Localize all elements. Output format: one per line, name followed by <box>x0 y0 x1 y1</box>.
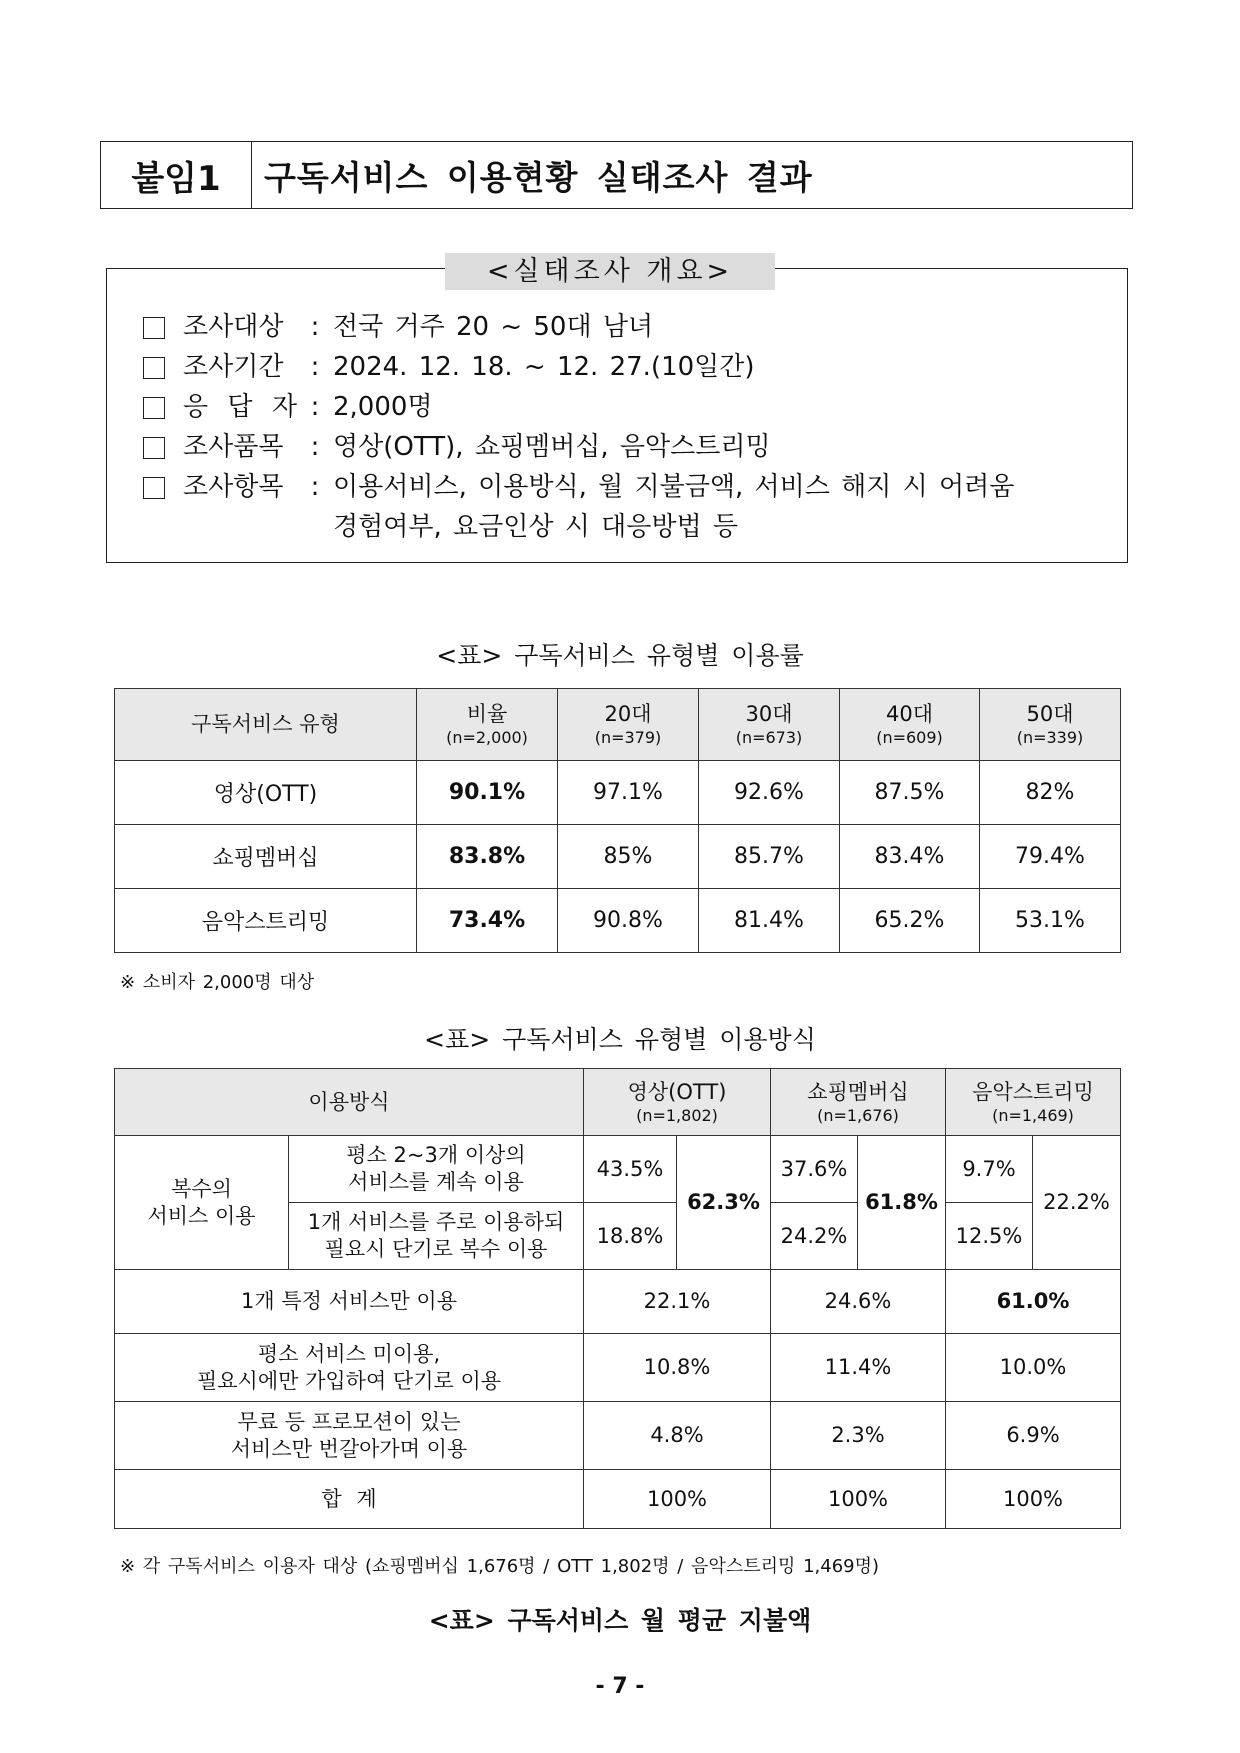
overview-row: 조사항목 : 이용서비스, 이용방식, 월 지불금액, 서비스 해지 시 어려움 <box>139 467 1117 507</box>
table2-caption: <표> 구독서비스 유형별 이용방식 <box>424 1025 816 1054</box>
header-cell: 40대 (n=609) <box>840 689 980 761</box>
value-cell: 10.8% <box>584 1334 771 1402</box>
header-cell: 음악스트리밍 (n=1,469) <box>946 1069 1121 1136</box>
table3-caption: <표> 구독서비스 월 평균 지불액 <box>428 1606 812 1635</box>
table-row <box>115 1402 1121 1470</box>
service-type-cell: 쇼핑멤버십 <box>115 825 417 889</box>
age-rate-cell: 85% <box>558 825 699 889</box>
subtotal-cell: 62.3% <box>677 1136 771 1270</box>
table-row <box>115 889 1121 953</box>
overview-label: 조사기간 <box>183 352 284 382</box>
subtotal-cell: 22.2% <box>1033 1136 1121 1270</box>
overview-label: 조사품목 <box>183 432 284 462</box>
method-label-cell: 평소 2~3개 이상의 서비스를 계속 이용 <box>289 1136 584 1203</box>
overview-value: 영상(OTT), 쇼핑멤버십, 음악스트리밍 <box>333 432 771 462</box>
overview-value: 2,000명 <box>333 392 433 422</box>
table-row <box>115 1270 1121 1334</box>
table-row <box>115 825 1121 889</box>
value-cell: 11.4% <box>771 1334 946 1402</box>
value-cell: 4.8% <box>584 1402 771 1470</box>
method-label-cell: 1개 서비스를 주로 이용하되 필요시 단기로 복수 이용 <box>289 1203 584 1270</box>
overview-row: 응 답 자 : 2,000명 <box>139 387 1117 427</box>
age-rate-cell: 53.1% <box>980 889 1121 953</box>
checkbox-icon <box>143 437 165 459</box>
overview-continuation: 경험여부, 요금인상 시 대응방법 등 <box>333 512 738 542</box>
service-type-cell: 음악스트리밍 <box>115 889 417 953</box>
method-label-cell: 무료 등 프로모션이 있는 서비스만 번갈아가며 이용 <box>115 1402 584 1470</box>
value-cell: 43.5% <box>584 1136 677 1203</box>
table-header-row <box>115 1069 1121 1136</box>
checkbox-icon <box>143 317 165 339</box>
table-total-row <box>115 1470 1121 1529</box>
age-rate-cell: 82% <box>980 761 1121 825</box>
attachment-header <box>100 141 1133 209</box>
overall-rate-cell: 90.1% <box>417 761 558 825</box>
header-cell: 50대 (n=339) <box>980 689 1121 761</box>
header-cell: 쇼핑멤버십 (n=1,676) <box>771 1069 946 1136</box>
table-row <box>115 1334 1121 1402</box>
age-rate-cell: 92.6% <box>699 761 840 825</box>
overview-label: 조사항목 <box>183 472 284 502</box>
header-cell: 비율 (n=2,000) <box>417 689 558 761</box>
age-rate-cell: 97.1% <box>558 761 699 825</box>
overview-label: 조사대상 <box>183 312 284 342</box>
age-rate-cell: 81.4% <box>699 889 840 953</box>
value-cell: 9.7% <box>946 1136 1033 1203</box>
usage-method-table <box>114 1068 1121 1529</box>
age-rate-cell: 87.5% <box>840 761 980 825</box>
age-rate-cell: 83.4% <box>840 825 980 889</box>
header-cell: 구독서비스 유형 <box>115 689 417 761</box>
method-label-cell: 합 계 <box>115 1470 584 1529</box>
overview-title: <실태조사 개요> <box>445 253 775 290</box>
age-rate-cell: 90.8% <box>558 889 699 953</box>
value-cell: 37.6% <box>771 1136 858 1203</box>
value-cell: 18.8% <box>584 1203 677 1270</box>
survey-overview-box <box>106 256 1128 563</box>
table-row <box>115 761 1121 825</box>
table-header-row <box>115 689 1121 761</box>
table1-note: ※ 소비자 2,000명 대상 <box>120 972 315 993</box>
value-cell: 61.0% <box>946 1270 1121 1334</box>
header-cell: 이용방식 <box>115 1069 584 1136</box>
value-cell: 10.0% <box>946 1334 1121 1402</box>
attachment-tag: 붙임1 <box>101 142 252 208</box>
overview-value: 2024. 12. 18. ~ 12. 27.(10일간) <box>333 352 755 382</box>
service-type-cell: 영상(OTT) <box>115 761 417 825</box>
overview-value: 이용서비스, 이용방식, 월 지불금액, 서비스 해지 시 어려움 <box>333 472 1015 502</box>
value-cell: 6.9% <box>946 1402 1121 1470</box>
subtotal-cell: 61.8% <box>858 1136 946 1270</box>
overview-label: 응 답 자 <box>183 392 297 422</box>
document-title: 구독서비스 이용현황 실태조사 결과 <box>264 157 813 197</box>
overall-rate-cell: 83.8% <box>417 825 558 889</box>
table2-note: ※ 각 구독서비스 이용자 대상 (쇼핑멤버십 1,676명 / OTT 1,802명 / 음악스트리밍 1,469명) <box>120 1556 880 1577</box>
overview-row: 조사품목 : 영상(OTT), 쇼핑멤버십, 음악스트리밍 <box>139 427 1117 467</box>
usage-rate-table <box>114 688 1121 953</box>
value-cell: 2.3% <box>771 1402 946 1470</box>
overall-rate-cell: 73.4% <box>417 889 558 953</box>
overview-list <box>139 307 1117 547</box>
header-cell: 30대 (n=673) <box>699 689 840 761</box>
header-cell: 영상(OTT) (n=1,802) <box>584 1069 771 1136</box>
checkbox-icon <box>143 357 165 379</box>
overview-row: 조사대상 : 전국 거주 20 ~ 50대 남녀 <box>139 307 1117 347</box>
overview-row: 조사기간 : 2024. 12. 18. ~ 12. 27.(10일간) <box>139 347 1117 387</box>
age-rate-cell: 79.4% <box>980 825 1121 889</box>
table-row <box>115 1136 1121 1203</box>
checkbox-icon <box>143 477 165 499</box>
value-cell: 24.2% <box>771 1203 858 1270</box>
header-cell: 20대 (n=379) <box>558 689 699 761</box>
method-label-cell: 1개 특정 서비스만 이용 <box>115 1270 584 1334</box>
value-cell: 24.6% <box>771 1270 946 1334</box>
value-cell: 100% <box>946 1470 1121 1529</box>
overview-value: 전국 거주 20 ~ 50대 남녀 <box>333 312 654 342</box>
value-cell: 22.1% <box>584 1270 771 1334</box>
value-cell: 100% <box>771 1470 946 1529</box>
checkbox-icon <box>143 397 165 419</box>
multi-service-label-cell: 복수의 서비스 이용 <box>115 1136 289 1270</box>
method-label-cell: 평소 서비스 미이용, 필요시에만 가입하여 단기로 이용 <box>115 1334 584 1402</box>
value-cell: 12.5% <box>946 1203 1033 1270</box>
table1-caption: <표> 구독서비스 유형별 이용률 <box>436 641 804 670</box>
age-rate-cell: 65.2% <box>840 889 980 953</box>
age-rate-cell: 85.7% <box>699 825 840 889</box>
page-number: - 7 - <box>595 1674 645 1699</box>
value-cell: 100% <box>584 1470 771 1529</box>
